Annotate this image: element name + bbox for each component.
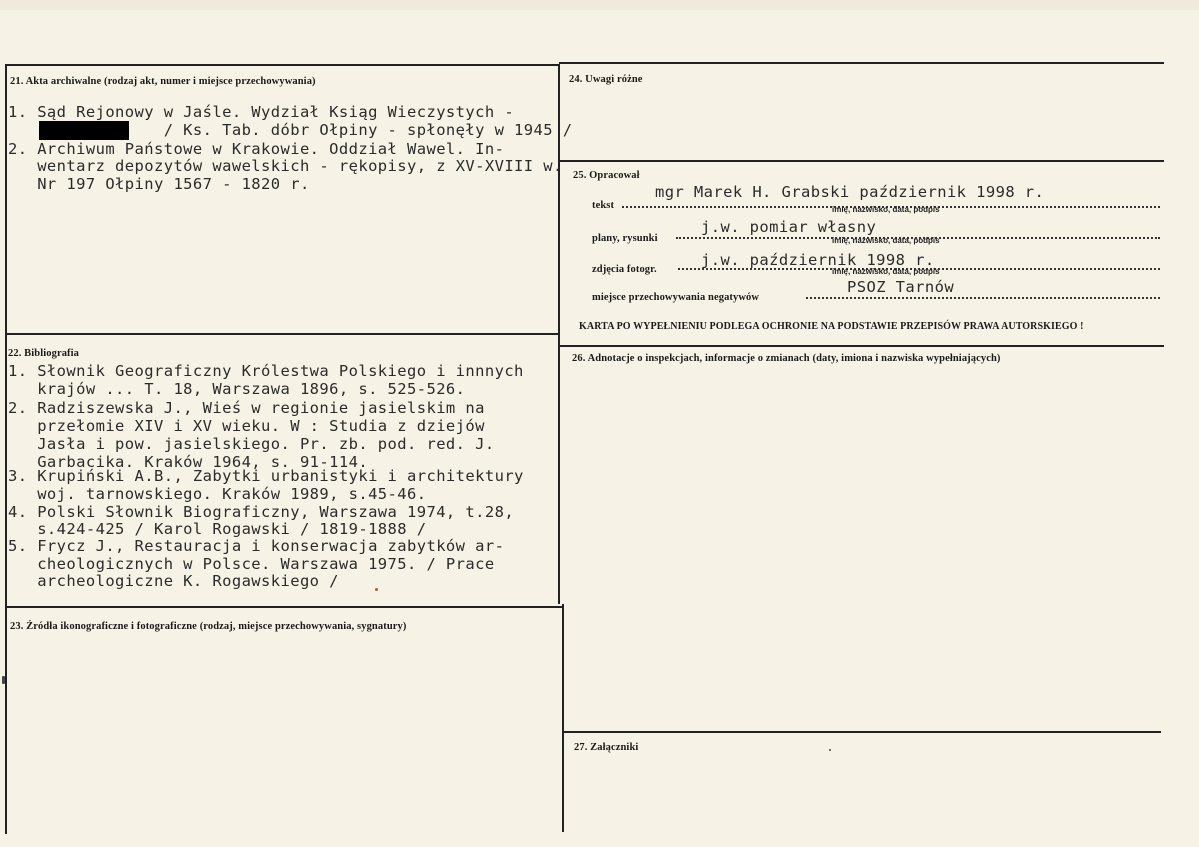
section-23-label — [10, 621, 406, 632]
section-26-hint: (daty, imiona i nazwiska wypełniających) — [812, 353, 1001, 364]
s25-row-zdjecia-label: zdjęcia fotogr. — [592, 264, 657, 275]
s25-row-plany-label: plany, rysunki — [592, 233, 658, 244]
s25-row-plany-value: j.w. pomiar własny — [701, 218, 877, 236]
top-rule-right — [559, 62, 1164, 64]
s21-line-4: wentarz depozytów wawelskich - rękopisy, z XV-XVIII w. — [8, 157, 563, 175]
rule-25-26 — [560, 345, 1164, 347]
s25-row-negatywy-value: PSOZ Tarnów — [847, 278, 955, 296]
section-27-label: 27. Załączniki — [574, 742, 639, 753]
s22-line-2: krajów ... T. 18, Warszawa 1896, s. 525-526. — [8, 380, 466, 398]
s22-line-6: Garbacika. Kraków 1964, s. 91-114. — [8, 453, 369, 471]
paper-speck — [375, 588, 378, 591]
section-24-label: 24. Uwagi różne — [569, 74, 643, 85]
center-divider-lower — [562, 604, 564, 832]
s25-row-negatywy-label: miejsce przechowywania negatywów — [592, 292, 760, 303]
s25-hint-2: imię, nazwisko, data, podpis — [832, 236, 940, 245]
s21-line-2: / Ks. Tab. dóbr Ołpiny - spłonęły w 1945 / — [8, 121, 573, 139]
section-23-title: 23. Źródła ikonograficzne i fotograficzne — [10, 621, 197, 632]
section-21-hint: (rodzaj akt, numer i miejsce przechowywania) — [104, 76, 316, 87]
s21-line-1: 1. Sąd Rejonowy w Jaśle. Wydział Ksiąg Wieczystych - — [8, 103, 515, 121]
s22-line-9: 4. Polski Słownik Biograficzny, Warszawa 1974, t.28, — [8, 503, 515, 521]
rule-22-23 — [6, 606, 562, 608]
section-22-label: 22. Bibliografia — [8, 348, 80, 359]
top-rule-left — [6, 64, 559, 66]
s25-hint-3: imię, nazwisko, data, podpis — [832, 267, 940, 276]
s22-line-10: s.424-425 / Karol Rogawski / 1819-1888 / — [8, 520, 427, 538]
s22-line-11: 5. Frycz J., Restauracja i konserwacja zabytków ar- — [8, 537, 505, 555]
section-26-title: 26. Adnotacje o inspekcjach, informacje o zmianach — [572, 353, 810, 364]
s22-line-3: 2. Radziszewska J., Wieś w regionie jasielskim na — [8, 399, 485, 417]
left-border — [5, 64, 7, 834]
s25-hint-1: imię, nazwisko, data, podpis — [832, 205, 940, 214]
rule-21-22 — [6, 333, 559, 335]
s21-line-3: 2. Archiwum Państowe w Krakowie. Oddział Wawel. In- — [8, 140, 505, 158]
s25-row-tekst-value: mgr Marek H. Grabski październik 1998 r. — [655, 183, 1045, 201]
s25-row-tekst-label: tekst — [592, 200, 615, 211]
section-23-hint: (rodzaj, miejsce przechowywania, sygnatury) — [199, 621, 407, 632]
s22-line-1: 1. Słownik Geograficzny Królestwa Polskiego i innnych — [8, 362, 524, 380]
s22-line-13: archeologiczne K. Rogawskiego / — [8, 572, 339, 590]
section-25-label: 25. Opracował — [573, 170, 640, 181]
s22-line-5: Jasła i pow. jasielskiego. Pr. zb. pod. red. J. — [8, 435, 495, 453]
paper-speck — [2, 676, 5, 684]
s25-row-zdjecia-value: j.w. październik 1998 r. — [701, 251, 935, 269]
rule-24-25 — [560, 160, 1164, 162]
section-21-label — [10, 76, 316, 87]
rule-26-27 — [563, 731, 1161, 733]
s22-line-4: przełomie XIV i XV wieku. W : Studia z dziejów — [8, 417, 485, 435]
paper-speck — [829, 749, 831, 751]
section-26-label — [572, 353, 1001, 364]
s21-line-5: Nr 197 Ołpiny 1567 - 1820 r. — [8, 175, 310, 193]
s22-line-8: woj. tarnowskiego. Kraków 1989, s.45-46. — [8, 485, 427, 503]
s25-copyright-notice: KARTA PO WYPEŁNIENIU PODLEGA OCHRONIE NA PODSTAWIE PRZEPISÓW PRAWA AUTORSKIEGO ! — [579, 321, 1084, 332]
s22-line-7: 3. Krupiński A.B., Zabytki urbanistyki i architektury — [8, 467, 524, 485]
s22-line-12: cheologicznych w Polsce. Warszawa 1975. / Prace — [8, 555, 495, 573]
section-21-title: 21. Akta archiwalne — [10, 76, 102, 87]
paper-top-edge — [0, 0, 1199, 10]
